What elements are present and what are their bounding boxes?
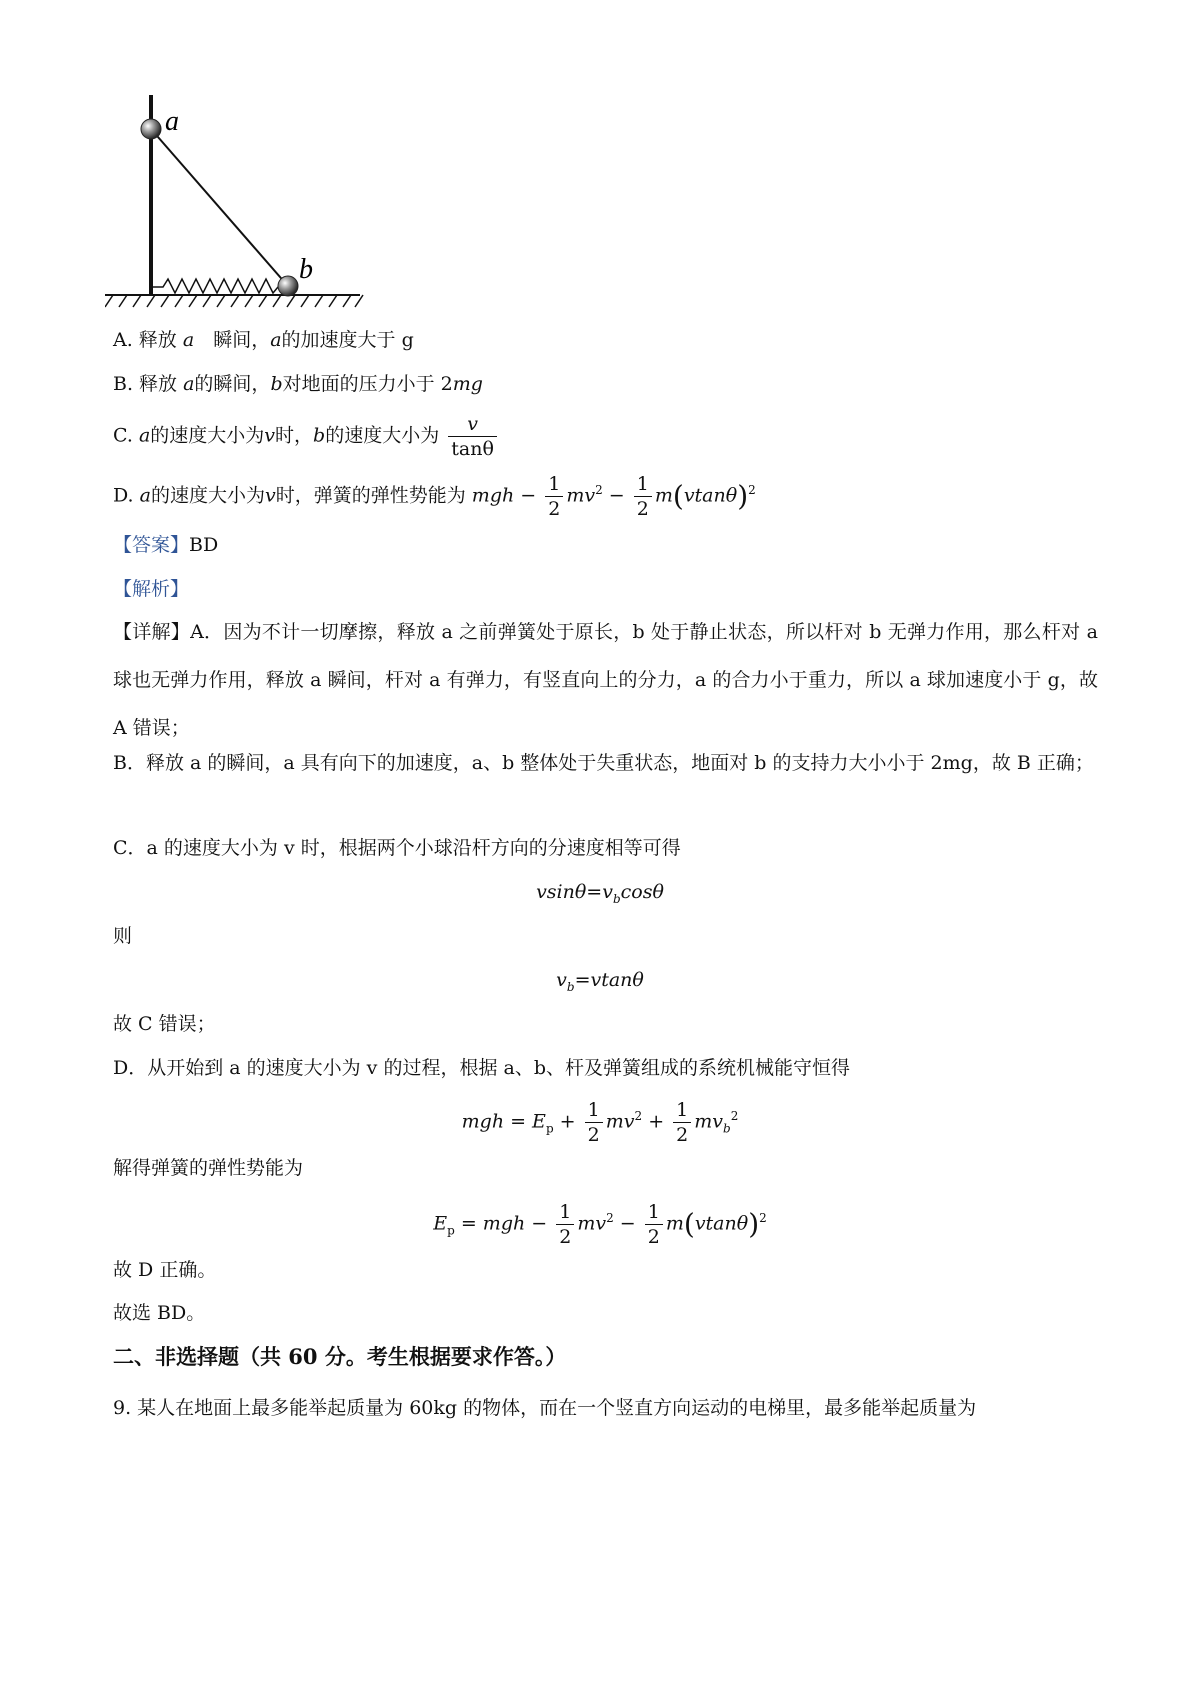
- label-b: b: [299, 254, 313, 285]
- detail-c-line: C．a 的速度大小为 v 时，根据两个小球沿杆方向的分速度相等可得: [113, 837, 681, 859]
- connecting-rod: [151, 129, 287, 285]
- detail-c-conclusion: 故 C 错误；: [113, 1013, 216, 1035]
- ground-hatch: [105, 295, 363, 307]
- option-a: A. 释放 a 瞬间，a的加速度大于 g: [113, 329, 414, 351]
- question-9: 9. 某人在地面上最多能举起质量为 60kg 的物体，而在一个竖直方向运动的电梯里，最多能举起质量为: [113, 1397, 977, 1419]
- physics-figure: [105, 95, 405, 335]
- ball-b: [278, 276, 298, 296]
- option-c: C. a的速度大小为v时，b的速度大小为 $\frac{v}{\tan\theta}$: [113, 412, 500, 461]
- solve-line: 解得弹簧的弹性势能为: [113, 1157, 304, 1179]
- detail-d-line: D．从开始到 a 的速度大小为 v 的过程，根据 a、b、杆及弹簧组成的系统机械能守恒得: [113, 1057, 850, 1079]
- spring: [153, 279, 283, 293]
- option-b: B. 释放 a的瞬间，b对地面的压力小于 2mg: [113, 373, 483, 395]
- detail-a-paragraph: 【详解】A．因为不计一切摩擦，释放 a 之前弹簧处于原长，b 处于静止状态，所以杆对 b 无弹力作用，那么杆对 a 球也无弹力作用，释放 a 瞬间，杆对 a 有弹力，有竖直向上的分力，a 的合力小于重力，所以 a 球加速度小于 g，故 A 错误；: [113, 621, 1098, 739]
- equation-4: $E_p$ = mgh − $\frac{1}{2}$ $mv^2$ − $\frac{1}{2}$ $m(vtan\theta)^2$: [433, 1201, 767, 1248]
- label-a: a: [165, 106, 179, 137]
- answer-line: [113, 532, 218, 558]
- equation-1: $vsin\theta=v_b\cos\theta$: [536, 881, 664, 906]
- section-2-heading: 二、非选择题（共 60 分。考生根据要求作答。）: [113, 1344, 567, 1369]
- answer-value: BD: [189, 534, 219, 556]
- analysis-line: [113, 576, 189, 602]
- option-d: D. a的速度大小为v时，弹簧的弹性势能为 mgh − $\frac{1}{2}$ $mv^2$ − $\frac{1}{2}$ $m(vtan\theta)^2$: [113, 473, 756, 520]
- detail-d-conclusion: 故 D 正确。: [113, 1259, 217, 1281]
- analysis-label: 【解析】: [113, 578, 190, 600]
- final-selection: 故选 BD。: [113, 1302, 206, 1324]
- fraction-v-over-tan: $\frac{v}{\tan\theta}$: [448, 412, 497, 461]
- detail-b-paragraph: B．释放 a 的瞬间，a 具有向下的加速度，a、b 整体处于失重状态，地面对 b 的支持力大小小于 2mg，故 B 正确；: [113, 752, 1094, 774]
- equation-3: mgh = $E_p$ + $\frac{1}{2}$ $mv^2$ + $\frac{1}{2}$ $mv_b^2$: [461, 1099, 739, 1146]
- equation-2: $v_b=vtan\theta$: [556, 969, 644, 994]
- ball-a: [141, 119, 161, 139]
- answer-label: 【答案】: [113, 534, 190, 556]
- then-line: 则: [113, 925, 133, 947]
